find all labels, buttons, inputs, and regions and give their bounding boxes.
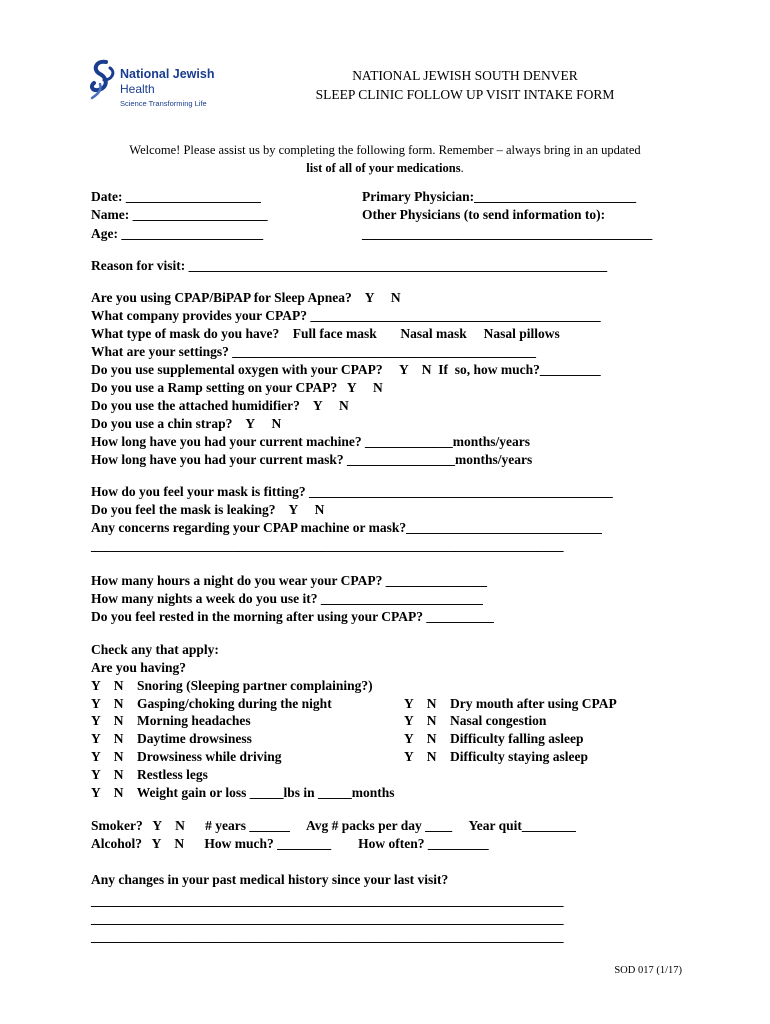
cpap-question[interactable]: Do you use a chin strap? Y N [91, 416, 282, 431]
symptom-item[interactable]: Y N Morning headaches [91, 713, 251, 728]
check-subheading: Are you having? [91, 660, 187, 675]
form-title-line1: NATIONAL JEWISH SOUTH DENVER [352, 68, 578, 83]
mask-question[interactable]: How do you feel your mask is fitting? _____________________________________________ [91, 484, 613, 499]
symptom-item[interactable]: Y N Difficulty falling asleep [404, 731, 584, 746]
usage-question[interactable]: Do you feel rested in the morning after using your CPAP? __________ [91, 609, 494, 624]
form-code-footer: SOD 017 (1/17) [614, 965, 682, 976]
logo-text-line1: National Jewish [120, 67, 215, 81]
mask-question[interactable]: Do you feel the mask is leaking? Y N [91, 502, 325, 517]
cpap-question[interactable]: What company provides your CPAP? ___________________________________________ [91, 308, 601, 323]
medical-history-line[interactable]: ______________________________________________________________________ [91, 893, 564, 908]
medical-history-question: Any changes in your past medical history since your last visit? [91, 872, 449, 887]
usage-question[interactable]: How many nights a week do you use it? ________________________ [91, 591, 483, 606]
welcome-period: . [460, 161, 464, 175]
medical-history-line[interactable]: ______________________________________________________________________ [91, 929, 564, 944]
symptom-item[interactable]: Y N Restless legs [91, 767, 208, 782]
symptom-item[interactable]: Y N Gasping/choking during the night [91, 696, 332, 711]
welcome-text: Welcome! Please assist us by completing the following form. Remember – always bring in an updated [129, 143, 641, 157]
logo-tagline: Science Transforming Life [120, 99, 207, 108]
cpap-question[interactable]: How long have you had your current mask? ________________months/years [91, 452, 533, 467]
mask-question[interactable]: Any concerns regarding your CPAP machine or mask?_____________________________ [91, 520, 602, 535]
check-heading: Check any that apply: [91, 642, 219, 657]
cpap-question[interactable]: Do you use the attached humidifier? Y N [91, 398, 349, 413]
medications-emphasis: list of all of your medications [306, 161, 461, 175]
medical-history-line[interactable]: ______________________________________________________________________ [91, 911, 564, 926]
symptom-item[interactable]: Y N Dry mouth after using CPAP [404, 696, 617, 711]
cpap-question[interactable]: Do you use supplemental oxygen with your CPAP? Y N If so, how much?_________ [91, 362, 601, 377]
national-jewish-health-logo [86, 58, 236, 112]
cpap-question[interactable]: What type of mask do you have? Full face mask Nasal mask Nasal pillows [91, 326, 560, 341]
alcohol-question[interactable]: Alcohol? Y N How much? ________ How often? _________ [91, 836, 489, 851]
symptom-item[interactable]: Y N Difficulty staying asleep [404, 749, 588, 764]
reason-for-visit-field[interactable]: Reason for visit: ______________________________________________________________ [91, 258, 608, 273]
symptom-item[interactable]: Y N Drowsiness while driving [91, 749, 282, 764]
welcome-paragraph [60, 141, 710, 177]
other-physicians-field[interactable]: ___________________________________________ [362, 226, 653, 241]
cpap-question[interactable]: How long have you had your current machine? _____________months/years [91, 434, 531, 449]
cpap-question[interactable]: What are your settings? _____________________________________________ [91, 344, 536, 359]
form-title-line2: SLEEP CLINIC FOLLOW UP VISIT INTAKE FORM [315, 87, 615, 102]
date-field[interactable]: Date: ____________________ [91, 189, 261, 204]
name-field[interactable]: Name: ____________________ [91, 207, 268, 222]
symptom-item[interactable]: Y N Daytime drowsiness [91, 731, 252, 746]
usage-question[interactable]: How many hours a night do you wear your CPAP? _______________ [91, 573, 488, 588]
logo-mark-icon [86, 58, 120, 102]
symptom-item[interactable]: Y N Snoring (Sleeping partner complaining?) [91, 678, 373, 693]
age-field[interactable]: Age: _____________________ [91, 226, 264, 241]
mask-concerns-line[interactable]: ______________________________________________________________________ [91, 538, 564, 553]
symptom-item[interactable]: Y N Nasal congestion [404, 713, 547, 728]
symptom-item[interactable]: Y N Weight gain or loss _____lbs in _____months [91, 785, 395, 800]
smoker-question[interactable]: Smoker? Y N # years ______ Avg # packs per day ____ Year quit________ [91, 818, 576, 833]
logo-text-line2: Health [120, 82, 155, 96]
cpap-question[interactable]: Do you use a Ramp setting on your CPAP? Y N [91, 380, 383, 395]
primary-physician-field[interactable]: Primary Physician:________________________ [362, 189, 637, 204]
other-physicians-label: Other Physicians (to send information to): [362, 207, 606, 222]
cpap-question[interactable]: Are you using CPAP/BiPAP for Sleep Apnea? Y N [91, 290, 401, 305]
